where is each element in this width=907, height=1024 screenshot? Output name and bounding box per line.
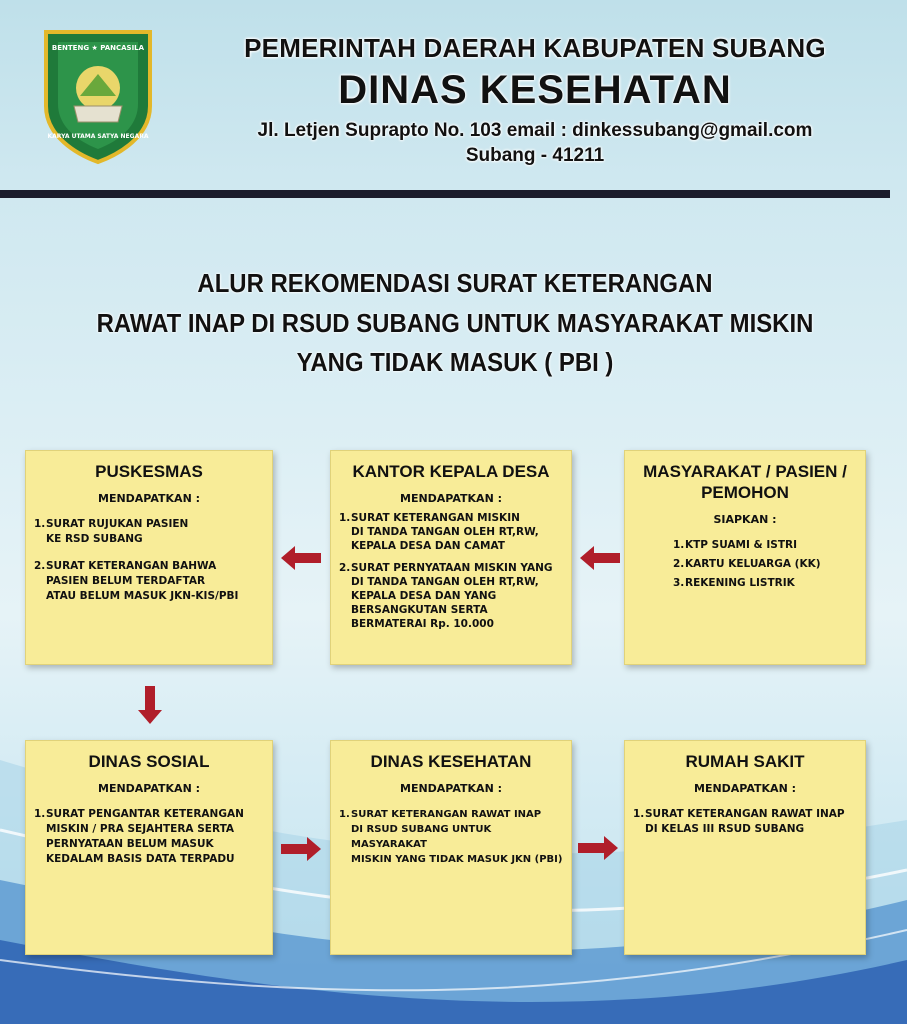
box-masyarakat-pasien-pemohon	[624, 450, 866, 665]
subang-emblem-logo	[40, 26, 156, 166]
flow-title-line3: YANG TIDAK MASUK ( PBI )	[296, 347, 614, 377]
box-subtitle: MENDAPATKAN :	[694, 782, 796, 795]
list-item: 1. SURAT RUJUKAN PASIEN KE RSD SUBANG	[34, 518, 189, 545]
flow-title-line1: ALUR REKOMENDASI SURAT KETERANGAN	[197, 268, 713, 298]
list-item: 1. SURAT PENGANTAR KETERANGAN MISKIN / PRA SEJAHTERA SERTA PERNYATAAN BELUM MASUK KEDALAM BASIS DATA TERPADU	[34, 808, 244, 865]
list-item: 1. SURAT KETERANGAN MISKIN DI TANDA TANGAN OLEH RT,RW, KEPALA DESA DAN CAMAT	[339, 512, 539, 552]
list-item: 1. SURAT KETERANGAN RAWAT INAP DI RSUD SUBANG UNTUK MASYARAKAT MISKIN YANG TIDAK MASUK JKN (PBI)	[339, 809, 563, 865]
list-item: 3. REKENING LISTRIK	[673, 577, 795, 589]
arrow-down-icon	[138, 686, 162, 724]
box-subtitle: MENDAPATKAN :	[400, 492, 502, 505]
box-subtitle: MENDAPATKAN :	[400, 782, 502, 795]
box-title: PUSKESMAS	[95, 462, 203, 481]
emblem-bottom-text: KARYA UTAMA SATYA NEGARA	[47, 133, 149, 140]
header-address: Jl. Letjen Suprapto No. 103 email : dinkessubang@gmail.com	[257, 120, 813, 141]
list-item: 2. SURAT KETERANGAN BAHWA PASIEN BELUM TERDAFTAR ATAU BELUM MASUK JKN-KIS/PBI	[34, 560, 239, 602]
list-item: 1. KTP SUAMI & ISTRI	[673, 539, 797, 551]
box-kantor-kepala-desa	[330, 450, 572, 665]
arrow-right-icon	[281, 837, 321, 861]
header-divider	[0, 190, 890, 198]
list-item: 2. SURAT PERNYATAAN MISKIN YANG DI TANDA TANGAN OLEH RT,RW, KEPALA DESA DAN YANG BERSANGKUTAN SERTA BERMATERAI Rp. 10.000	[339, 562, 553, 630]
arrow-left-icon	[281, 546, 321, 570]
box-rumah-sakit	[624, 740, 866, 955]
box-subtitle: SIAPKAN :	[713, 513, 777, 526]
flow-title-line2: RAWAT INAP DI RSUD SUBANG UNTUK MASYARAKAT MISKIN	[96, 308, 814, 338]
box-dinas-kesehatan	[330, 740, 572, 955]
box-title: RUMAH SAKIT	[685, 752, 805, 771]
box-subtitle: MENDAPATKAN :	[98, 782, 200, 795]
box-title: DINAS KESEHATAN	[370, 752, 532, 771]
box-title: MASYARAKAT / PASIEN / PEMOHON	[643, 462, 847, 502]
box-title: DINAS SOSIAL	[88, 752, 210, 771]
header-government: PEMERINTAH DAERAH KABUPATEN SUBANG	[244, 33, 826, 63]
box-puskesmas	[25, 450, 273, 665]
header-department: DINAS KESEHATAN	[338, 68, 732, 112]
box-dinas-sosial	[25, 740, 273, 955]
arrow-right-icon	[578, 836, 618, 860]
list-item: 1. SURAT KETERANGAN RAWAT INAP DI KELAS III RSUD SUBANG	[633, 808, 845, 835]
emblem-top-text: BENTENG ★ PANCASILA	[51, 44, 145, 52]
list-item: 2. KARTU KELUARGA (KK)	[673, 558, 821, 570]
box-title: KANTOR KEPALA DESA	[352, 462, 550, 481]
arrow-left-icon	[580, 546, 620, 570]
box-subtitle: MENDAPATKAN :	[98, 492, 200, 505]
header-city: Subang - 41211	[465, 145, 605, 166]
